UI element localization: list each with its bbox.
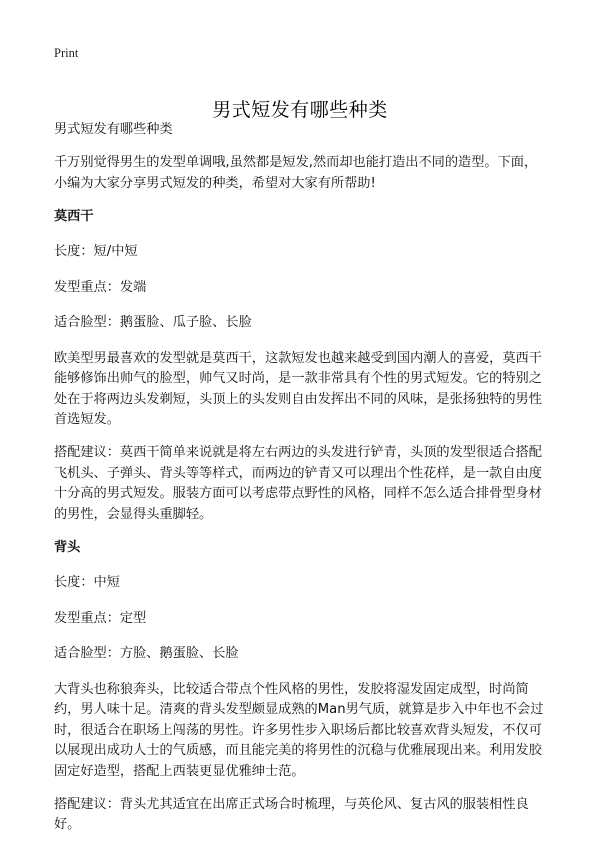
page-title: 男式短发有哪些种类: [212, 98, 388, 121]
section-focus: 发型重点：定型: [54, 610, 147, 626]
article-body: [54, 120, 550, 848]
section-advice: 搭配建议：背头尤其适宜在出席正式场合时梳理，与英伦风、复古风的服装相性良好。: [54, 796, 529, 832]
article-subtitle: 男式短发有哪些种类: [54, 122, 173, 137]
section-focus: 发型重点：发端: [54, 279, 147, 295]
section-length: 长度：中短: [54, 575, 120, 590]
print-label: Print: [54, 46, 79, 60]
intro-paragraph: 千万别觉得男生的发型单调哦,虽然都是短发,然而却也能打造出不同的造型。下面，小编为大家分享男式短发的种类，希望对大家有所帮助!: [54, 155, 538, 191]
section-face-shape: 适合脸型：方脸、鹅蛋脸、长脸: [54, 646, 239, 661]
section-heading-mohican: 莫西干: [54, 208, 94, 224]
section-advice: 搭配建议：莫西干简单来说就是将左右两边的头发进行铲青，头顶的发型很适合搭配飞机头、子弹头、背头等等样式，而两边的铲青又可以理出个性花样，是一款自由度十分高的男式短发。服装方面可以考虑带点野性的风格，同样不怎么适合排骨型身材的男性，会显得头重脚轻。: [54, 445, 542, 522]
section-heading-slicked-back: 背头: [54, 539, 81, 555]
section-face-shape: 适合脸型：鹅蛋脸、瓜子脸、长脸: [54, 315, 252, 330]
section-description: 大背头也称狼奔头，比较适合带点个性风格的男性，发胶将湿发固定成型，时尚简约，男人味十足。清爽的背头发型颇显成熟的Man男气质，就算是步入中年也不会过时，很适合在职场上闯荡的男性。许多男性步入职场后都比较喜欢背头短发，不仅可以展现出成功人士的气质感，而且能完美的将男性的沉稳与优雅展现出来。利用发胶固定好造型，搭配上西装更显优雅绅士范。: [54, 681, 544, 779]
section-length: 长度：短/中短: [54, 244, 138, 259]
section-description: 欧美型男最喜欢的发型就是莫西干，这款短发也越来越受到国内潮人的喜爱，莫西干能够修饰出帅气的脸型，帅气又时尚，是一款非常具有个性的男式短发。它的特别之处在于将两边头发剃短，头顶上的头发则自由发挥出不同的风味，是张扬独特的男性首选短发。: [54, 350, 542, 427]
